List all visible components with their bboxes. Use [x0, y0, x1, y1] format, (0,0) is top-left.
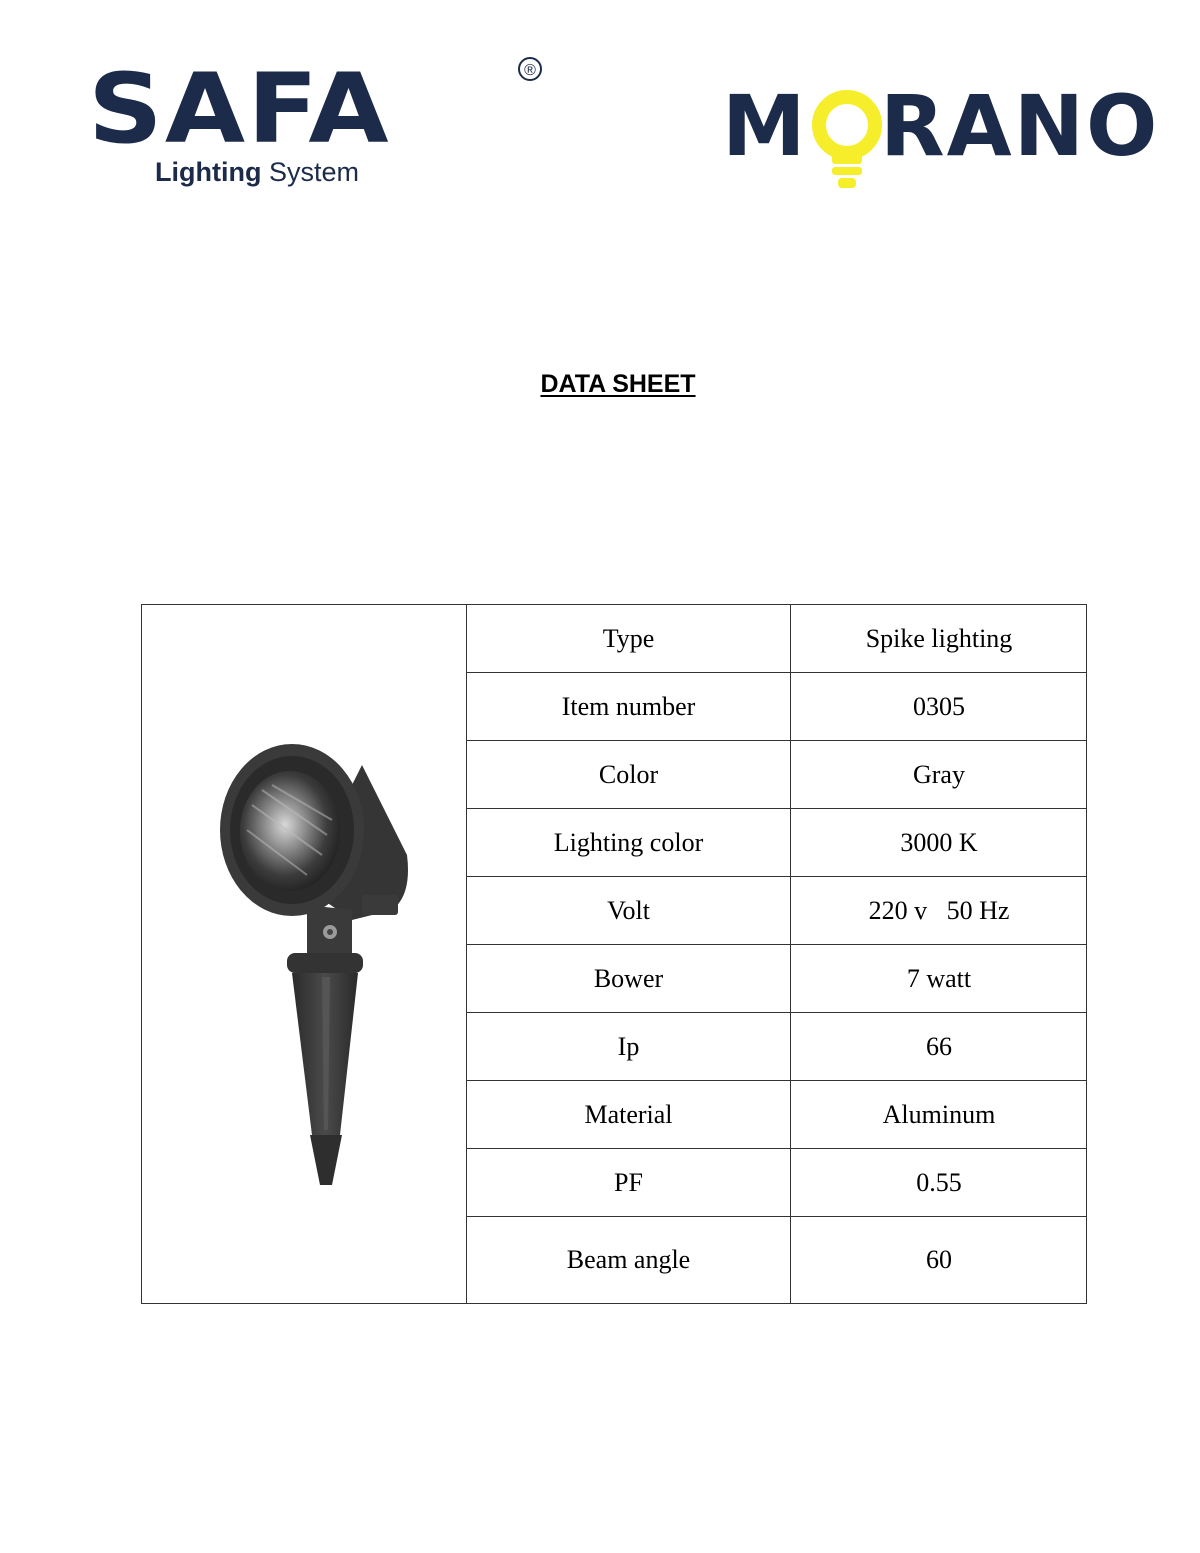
spec-value: 0.55 — [916, 1167, 962, 1197]
morano-brand-rest: RANO — [880, 77, 1160, 175]
safa-tagline — [155, 157, 359, 188]
spec-label: Item number — [467, 673, 791, 740]
lightbulb-icon — [810, 88, 884, 192]
spike-light-photo — [212, 735, 412, 1195]
table-row — [467, 605, 1087, 673]
table-row — [467, 945, 1087, 1013]
table-row — [467, 809, 1087, 877]
morano-brand-first: M — [722, 77, 806, 175]
spec-label: PF — [467, 1149, 791, 1216]
spec-value: 0305 — [913, 691, 965, 721]
table-row — [467, 1013, 1087, 1081]
spec-value: Spike lighting — [865, 623, 1013, 653]
table-row — [467, 1081, 1087, 1149]
safa-logo — [88, 53, 536, 195]
table-row — [467, 877, 1087, 945]
spec-label: Beam angle — [467, 1217, 791, 1303]
spec-table — [141, 604, 1087, 1304]
spec-label: Ip — [467, 1013, 791, 1080]
spec-value: 60 — [926, 1245, 952, 1274]
spec-rows — [467, 605, 1087, 1303]
safa-tagline-regular: System — [261, 157, 359, 187]
spec-value: 220 v 50 Hz — [868, 895, 1010, 925]
spec-value: 3000 K — [900, 827, 978, 857]
spec-value: Aluminum — [882, 1099, 996, 1129]
spec-label: Bower — [467, 945, 791, 1012]
spec-label: Material — [467, 1081, 791, 1148]
spec-label: Color — [467, 741, 791, 808]
registered-mark: ® — [518, 57, 542, 81]
spec-value: Gray — [913, 759, 965, 789]
table-row — [467, 741, 1087, 809]
morano-logo — [722, 77, 1160, 194]
safa-tagline-bold: Lighting — [155, 157, 262, 187]
page-title: DATA SHEET — [540, 370, 696, 398]
product-image-cell — [142, 605, 467, 1303]
safa-brand: SAFA — [88, 53, 391, 165]
spec-label: Lighting color — [467, 809, 791, 876]
spec-value: 66 — [926, 1031, 952, 1061]
table-row — [467, 673, 1087, 741]
spec-value: 7 watt — [906, 963, 972, 993]
spec-label: Type — [467, 605, 791, 672]
spec-label: Volt — [467, 877, 791, 944]
table-row — [467, 1217, 1087, 1303]
table-row — [467, 1149, 1087, 1217]
